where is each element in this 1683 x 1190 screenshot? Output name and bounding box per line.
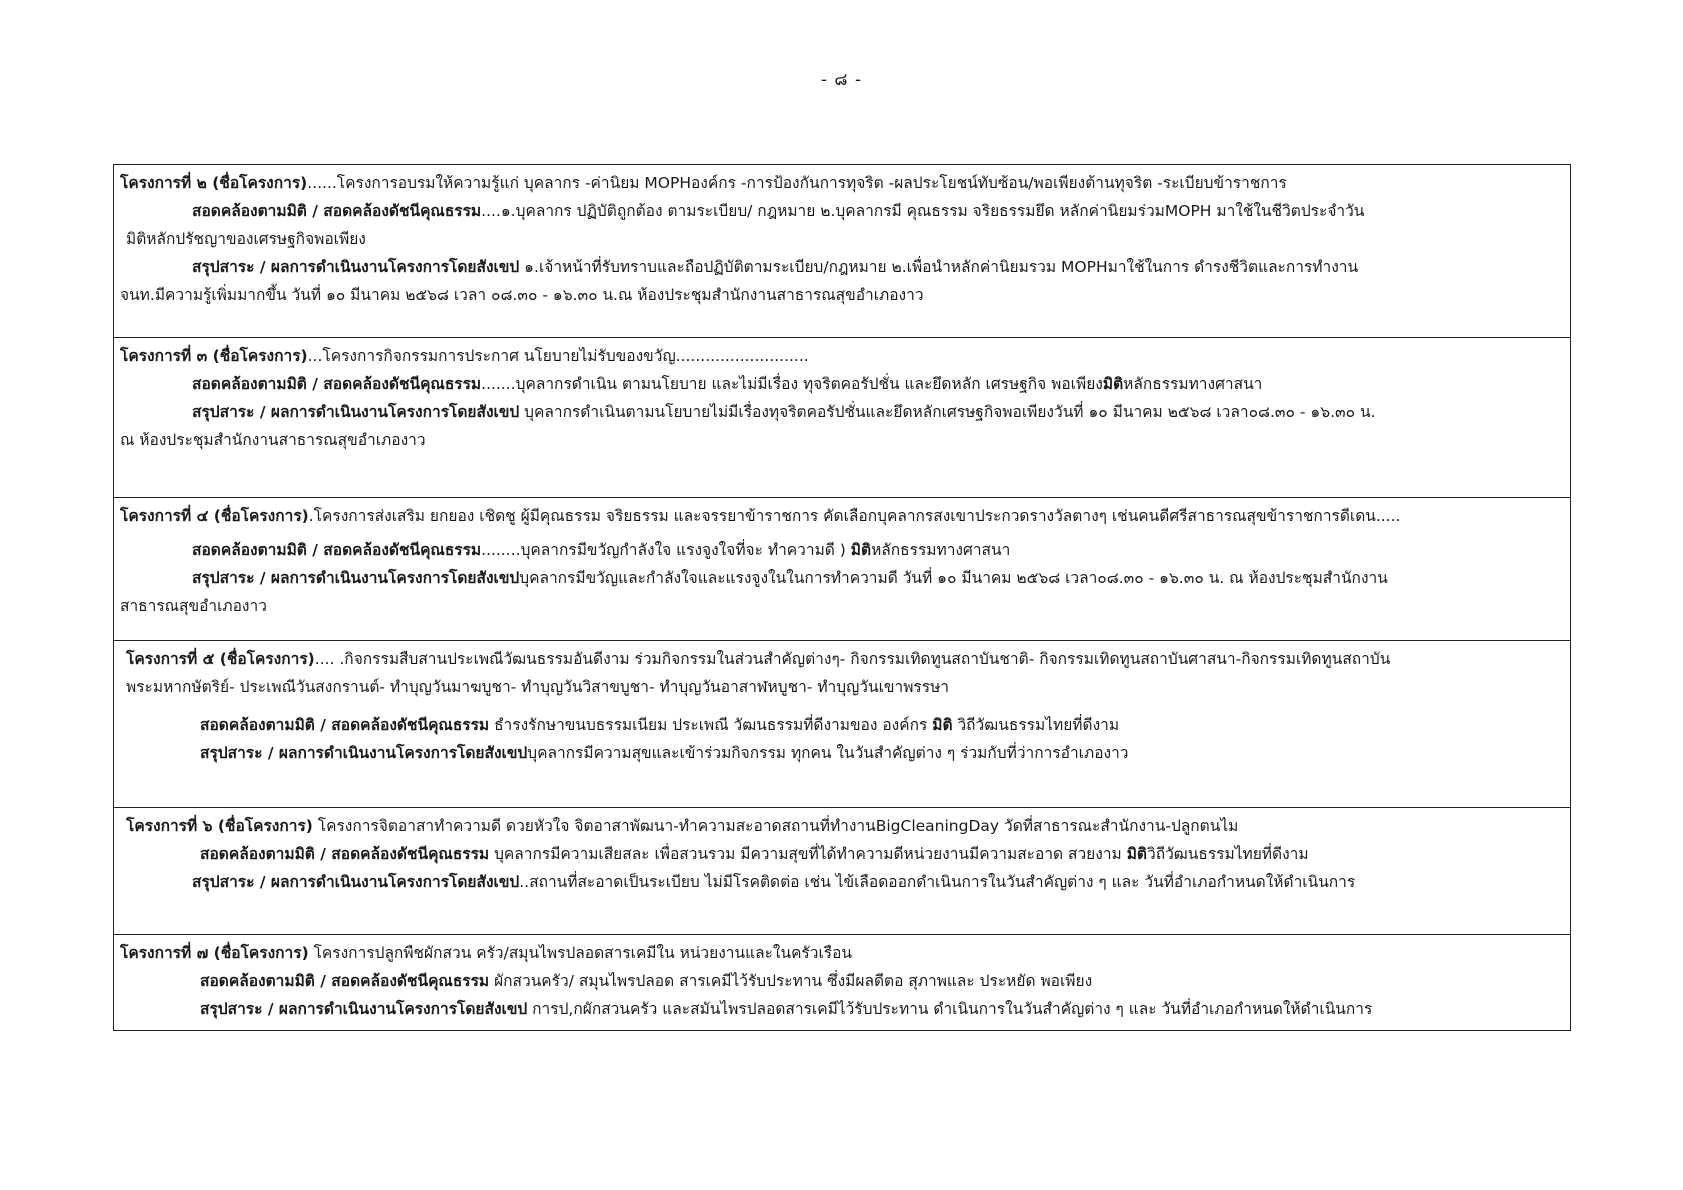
align-text: ธำรงรักษาขนบธรรมเนียม ประเพณี วัฒนธรรมที่ดีงามของ องค์กร — [489, 716, 933, 734]
align-bold: มิติ — [932, 716, 953, 734]
project-heading: โครงการที่ ๒ (ชื่อโครงการ) — [120, 174, 308, 192]
project-name: ......โครงการอบรมให้ความรู้แก่ บุคลากร -ค่านิยม MOPHองค์กร -การป้องกันการทุจริต -ผลประโยชน์ทับซ้อน/พอเพียงต้านทุจริต -ระเบียบข้าราชการ — [307, 174, 1287, 192]
align-text: ....๑.บุคลากร ปฏิบัติถูกต้อง ตามระเบียบ/ กฎหมาย ๒.บุคลากรมี คุณธรรม จริยธรรมยึด หลักค่านิยมร่วมMOPH มาใช้ในชีวิตประจำวัน — [481, 202, 1365, 220]
project-name: ...โครงการกิจกรรมการประกาศ นโยบายไม่รับของขวัญ........................... — [307, 347, 809, 365]
summary-text: การป,กผักสวนครัว และสมันไพรปลอดสารเคมีไว้รับประทาน ดำเนินการในวันสำคัญต่าง ๆ และ วันที่อำเภอกำหนดให้ดำเนินการ — [527, 1000, 1373, 1018]
align-bold: มิติ — [850, 541, 872, 559]
project-row-3 — [114, 338, 1570, 498]
summary-text: บุคลากรมีขวัญและกำลังใจและแรงจูงในในการทำความดี วันที่ ๑๐ มีนาคม ๒๕๖๘ เวลา๐๘.๓๐ - ๑๖.๓๐ น. ณ ห้องประชุมสำนักงาน — [519, 569, 1388, 587]
summary-text: บุคลากรดำเนินตามนโยบายไม่มีเรื่องทุจริตคอรัปชั่นและยึดหลักเศรษฐกิจพอเพียงวันที่ ๑๐ มีนาคม ๒๕๖๘ เวลา๐๘.๓๐ - ๑๖.๓๐ น. — [519, 403, 1376, 421]
page-number: - ๘ - — [820, 70, 863, 90]
summary-label: สรุปสาระ / ผลการดำเนินงานโครงการโดยสังเขป — [192, 873, 520, 891]
project-name: .โครงการส่งเสริม ยกยอง เชิดชู ผู้มีคุณธรรม จริยธรรม และจรรยาข้าราชการ คัดเลือกบุคลากรสงเขาประกวดรางวัลตางๆ เช่นคนดีศรีสาธารณสุขข้าราชการดีเดน..... — [308, 507, 1401, 525]
align-tail: หลักธรรมทางศาสนา — [871, 541, 1011, 559]
projects-table — [113, 164, 1571, 1031]
align-tail: วิถีวัฒนธรรมไทยที่ดีงาม — [1146, 845, 1309, 863]
align-bold: มิติ — [1102, 375, 1124, 393]
project-row-5 — [114, 641, 1570, 808]
align-bold: มิติ — [1126, 845, 1147, 863]
align-label: สอดคล้องตามมิติ / สอดคล้องดัชนีคุณธรรม — [200, 845, 490, 863]
project-name: โครงการปลูกพืชผักสวน ครัว/สมุนไพรปลอดสารเคมีใน หน่วยงานและในครัวเรือน — [308, 944, 852, 962]
align-tail: หลักธรรมทางศาสนา — [1123, 375, 1263, 393]
align-text: บุคลากรมีความเสียสละ เพื่อสวนรวม มีความสุขที่ได้ทำความดีหน่วยงานมีความสะอาด สวยงาม — [489, 845, 1127, 863]
project-heading: โครงการที่ ๗ (ชื่อโครงการ) — [120, 944, 309, 962]
align-text: ........บุคลากรมีขวัญกำลังใจ แรงจูงใจที่จะ ทำความดี ) — [481, 541, 851, 559]
summary-label: สรุปสาระ / ผลการดำเนินงานโครงการโดยสังเขป — [200, 1000, 528, 1018]
project-row-2 — [114, 165, 1570, 338]
align-cont: มิติหลักปรัชญาของเศรษฐกิจพอเพียง — [126, 230, 366, 248]
project-heading: โครงการที่ ๓ (ชื่อโครงการ) — [120, 347, 308, 365]
align-label: สอดคล้องตามมิติ / สอดคล้องดัชนีคุณธรรม — [192, 541, 482, 559]
project-row-7 — [114, 935, 1570, 1030]
summary-cont: สาธารณสุขอำเภองาว — [120, 597, 267, 615]
align-label: สอดคล้องตามมิติ / สอดคล้องดัชนีคุณธรรม — [200, 716, 490, 734]
summary-text: ๑.เจ้าหน้าที่รับทราบและถือปฏิบัติตามระเบียบ/กฎหมาย ๒.เพื่อนำหลักค่านิยมรวม MOPHมาใช้ในการ ดำรงชีวิตและการทำงาน — [519, 258, 1359, 276]
project-heading: โครงการที่ ๔ (ชื่อโครงการ) — [120, 507, 309, 525]
summary-label: สรุปสาระ / ผลการดำเนินงานโครงการโดยสังเขป — [192, 403, 520, 421]
align-tail: วิถีวัฒนธรรมไทยที่ดีงาม — [952, 716, 1120, 734]
summary-label: สรุปสาระ / ผลการดำเนินงานโครงการโดยสังเขป — [200, 744, 528, 762]
align-label: สอดคล้องตามมิติ / สอดคล้องดัชนีคุณธรรม — [200, 972, 490, 990]
project-name-cont: พระมหากษัตริย์- ประเพณีวันสงกรานต์- ทำบุญวันมาฆบูชา- ทำบุญวันวิสาขบูชา- ทำบุญวันอาสาฬหบูชา- ทำบุญวันเขาพรรษา — [126, 678, 949, 696]
align-text: .......บุคลากรดำเนิน ตามนโยบาย และไม่มีเรื่อง ทุจริตคอรัปชั่น และยึดหลัก เศรษฐกิจ พอเพียง — [481, 375, 1103, 393]
summary-label: สรุปสาระ / ผลการดำเนินงานโครงการโดยสังเขป — [192, 258, 520, 276]
project-name: .... .กิจกรรมสืบสานประเพณีวัฒนธรรมอันดีงาม ร่วมกิจกรรมในส่วนสำคัญต่างๆ- กิจกรรมเทิดทูนสถาบันชาติ- กิจกรรมเทิดทูนสถาบันศาสนา-กิจกรรมเทิดทูนสถาบัน — [314, 650, 1391, 668]
summary-cont: จนท.มีความรู้เพิ่มมากขึ้น วันที่ ๑๐ มีนาคม ๒๕๖๘ เวลา ๐๘.๓๐ - ๑๖.๓๐ น.ณ ห้องประชุมสำนักงานสาธารณสุขอำเภองาว — [120, 286, 924, 304]
align-label: สอดคล้องตามมิติ / สอดคล้องดัชนีคุณธรรม — [192, 375, 482, 393]
align-label: สอดคล้องตามมิติ / สอดคล้องดัชนีคุณธรรม — [192, 202, 482, 220]
project-name: โครงการจิตอาสาทำความดี ดวยหัวใจ จิตอาสาพัฒนา-ทำความสะอาดสถานที่ทำงานBigCleaningDay วัดที่สาธารณะสำนักงาน-ปลูกตนไม — [312, 817, 1239, 835]
project-heading: โครงการที่ ๖ (ชื่อโครงการ) — [126, 817, 313, 835]
summary-cont: ณ ห้องประชุมสำนักงานสาธารณสุขอำเภองาว — [120, 431, 426, 449]
summary-label: สรุปสาระ / ผลการดำเนินงานโครงการโดยสังเขป — [192, 569, 520, 587]
summary-text: บุคลากรมีความสุขและเข้าร่วมกิจกรรม ทุกคน ในวันสำคัญต่าง ๆ ร่วมกับที่ว่าการอำเภองาว — [527, 744, 1129, 762]
project-row-4 — [114, 498, 1570, 641]
project-row-6 — [114, 808, 1570, 935]
align-text: ผักสวนครัว/ สมุนไพรปลอด สารเคมีไว้รับประทาน ซึ่งมีผลดีตอ สุภาพและ ประหยัด พอเพียง — [489, 972, 1093, 990]
summary-text: ..สถานที่สะอาดเป็นระเบียบ ไม่มีโรคติดต่อ เช่น ไข้เลือดออกดำเนินการในวันสำคัญต่าง ๆ และ วันที่อำเภอกำหนดให้ดำเนินการ — [519, 873, 1356, 891]
project-heading: โครงการที่ ๕ (ชื่อโครงการ) — [126, 650, 315, 668]
